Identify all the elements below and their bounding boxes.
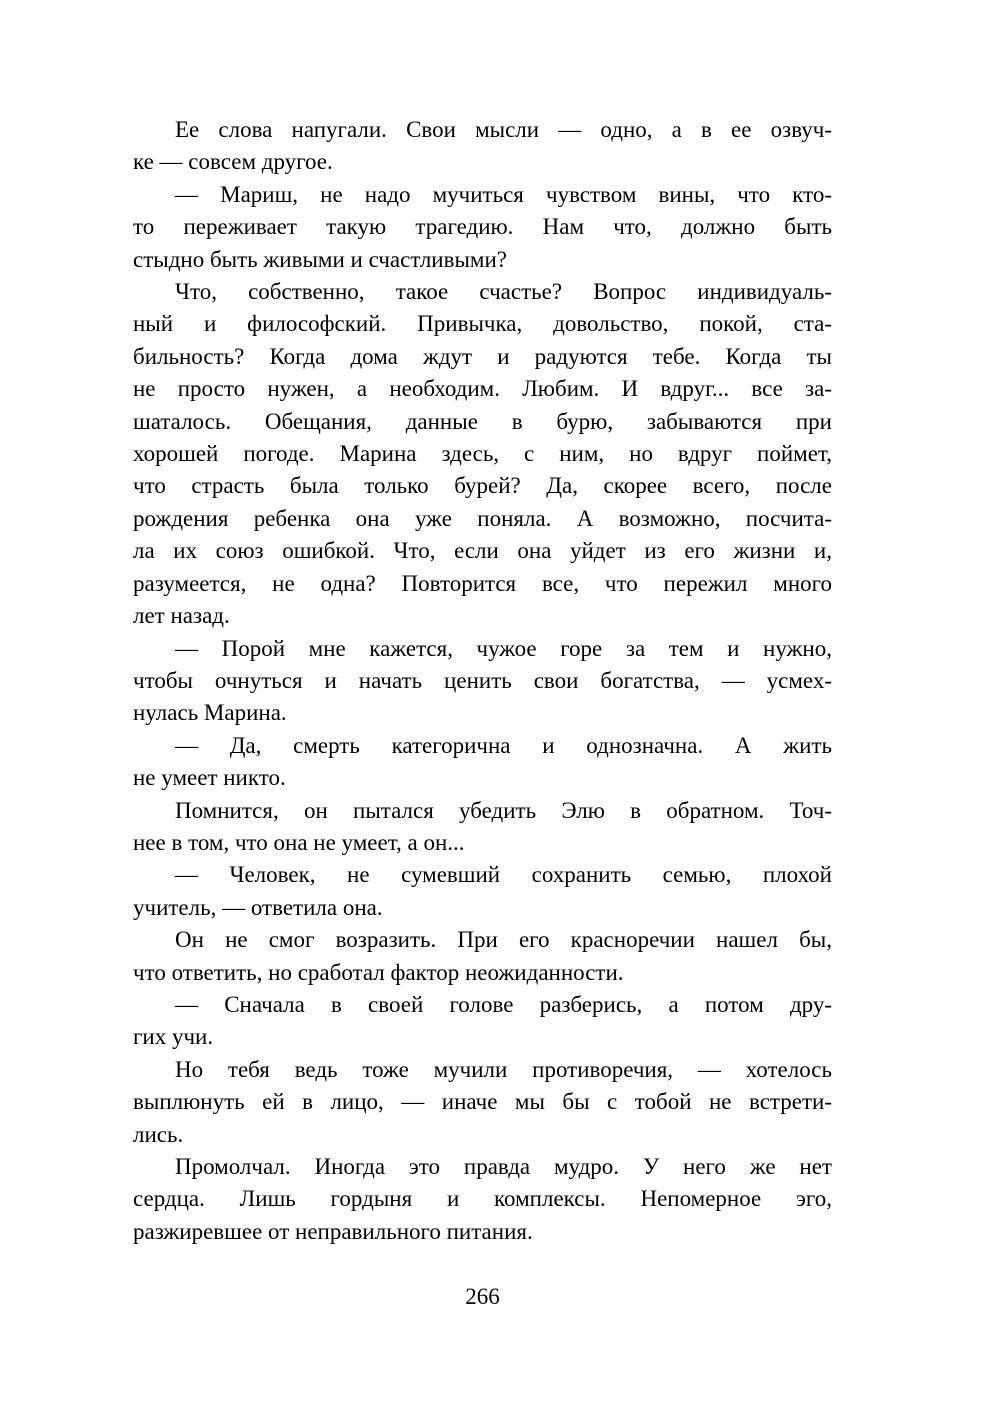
text-line: Но тебя ведь тоже мучили противоречия, — хотелось	[175, 1056, 832, 1082]
paragraph	[133, 795, 832, 860]
text-line: не умеет никто.	[133, 765, 286, 791]
text-line: лись.	[133, 1121, 184, 1147]
text-line: не просто нужен, а необходим. Любим. И вдруг... все за-	[133, 376, 832, 402]
paragraph	[133, 276, 832, 632]
text-block	[133, 114, 832, 1248]
text-line: нее в том, что она не умеет, а он...	[133, 829, 465, 855]
text-line: шаталось. Обещания, данные в бурю, забываются при	[133, 408, 832, 434]
paragraph	[133, 1054, 832, 1151]
text-line: хорошей погоде. Марина здесь, с ним, но вдруг поймет,	[133, 441, 832, 467]
text-line: гих учи.	[133, 1024, 214, 1050]
text-line: разжиревшее от неправильного питания.	[133, 1218, 533, 1244]
text-line: Помнится, он пытался убедить Элю в обратном. Точ-	[175, 797, 832, 823]
paragraph	[133, 859, 832, 924]
text-line: рождения ребенка она уже поняла. А возможно, посчита-	[133, 505, 832, 531]
text-line: что ответить, но сработал фактор неожиданности.	[133, 959, 624, 985]
text-line: Он не смог возразить. При его красноречии нашел бы,	[175, 927, 832, 953]
text-line: стыдно быть живыми и счастливыми?	[133, 246, 507, 272]
text-line: лет назад.	[133, 603, 230, 629]
text-line: разумеется, не одна? Повторится все, что пережил много	[133, 570, 832, 596]
text-line: бильность? Когда дома ждут и радуются тебе. Когда ты	[133, 343, 832, 369]
text-line: чтобы очнуться и начать ценить свои богатства, — усмех-	[133, 667, 832, 693]
text-line: нулась Марина.	[133, 700, 287, 726]
text-line: выплюнуть ей в лицо, — иначе мы бы с тобой не встрети-	[133, 1089, 832, 1115]
text-line: учитель, — ответила она.	[133, 894, 383, 920]
text-line: Ее слова напугали. Свои мысли — одно, а в ее озвуч-	[175, 117, 832, 142]
text-line: ла их союз ошибкой. Что, если она уйдет из его жизни и,	[133, 538, 832, 564]
paragraph	[133, 730, 832, 795]
text-line: ке — совсем другое.	[133, 149, 333, 175]
text-line: — Человек, не сумевший сохранить семью, плохой	[175, 862, 832, 888]
page-number: 266	[465, 1284, 500, 1309]
text-line: — Сначала в своей голове разберись, а потом дру-	[175, 991, 832, 1017]
text-line: что страсть была только бурей? Да, скорее всего, после	[133, 473, 832, 499]
text-line: ный и философский. Привычка, довольство, покой, ста-	[133, 311, 832, 337]
text-line: — Да, смерть категорична и однозначна. А жить	[175, 732, 832, 758]
text-line: Что, собственно, такое счастье? Вопрос индивидуаль-	[175, 279, 832, 305]
paragraph	[133, 989, 832, 1054]
text-line: — Порой мне кажется, чужое горе за тем и нужно,	[175, 635, 832, 661]
text-line: — Мариш, не надо мучиться чувством вины, что кто-	[175, 181, 832, 207]
paragraph	[133, 924, 832, 989]
paragraph	[133, 633, 832, 730]
paragraph	[133, 114, 832, 179]
text-line: то переживает такую трагедию. Нам что, должно быть	[133, 214, 832, 240]
text-line: сердца. Лишь гордыня и комплексы. Непомерное эго,	[133, 1186, 832, 1212]
text-line: Промолчал. Иногда это правда мудро. У него же нет	[175, 1154, 832, 1179]
paragraph	[133, 179, 832, 276]
paragraph	[133, 1151, 832, 1248]
